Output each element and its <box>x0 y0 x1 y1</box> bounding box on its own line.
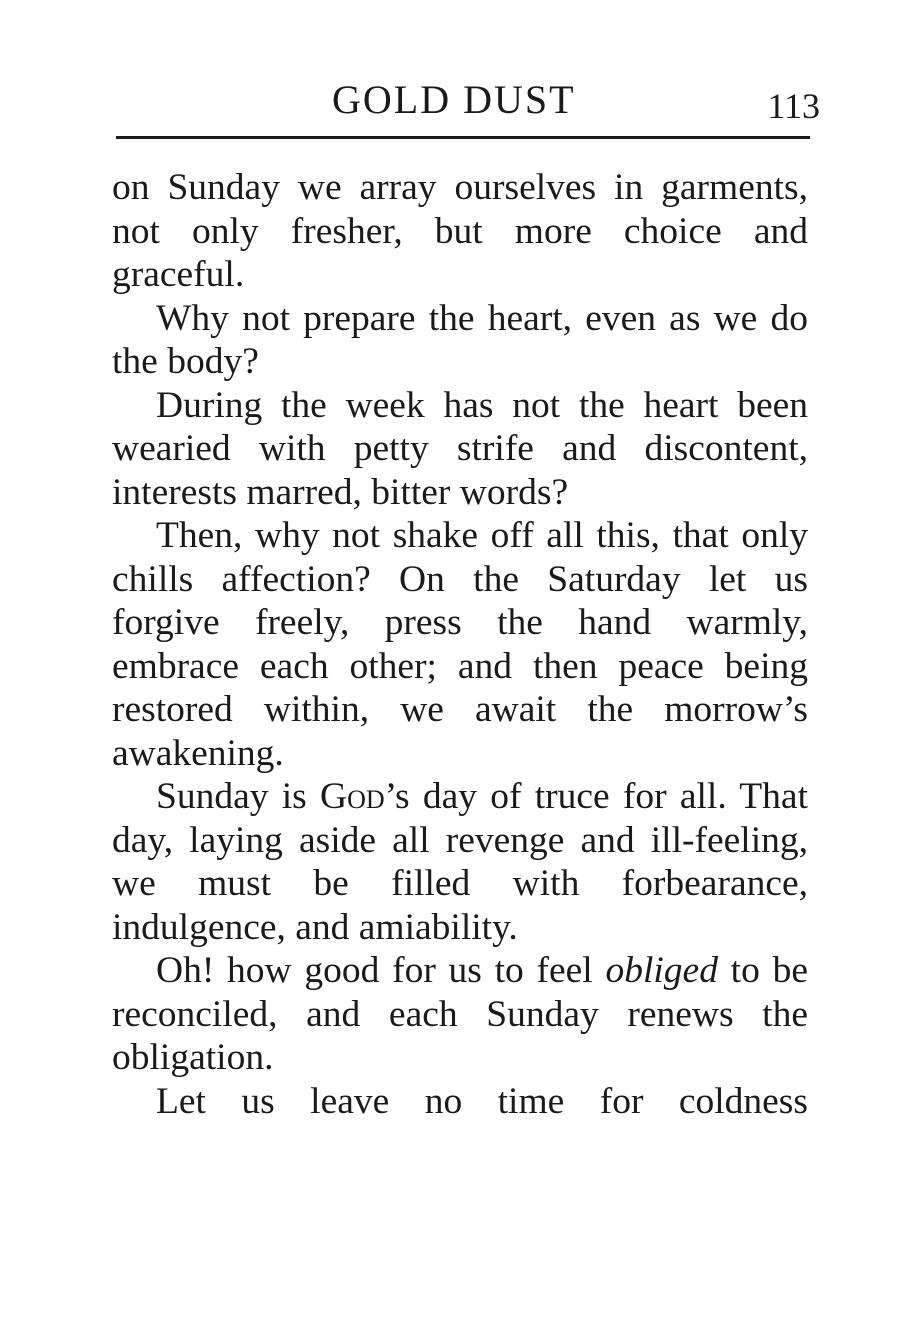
running-title: GOLD DUST <box>332 77 576 122</box>
header-rule <box>116 136 810 139</box>
paragraph-5 <box>112 775 808 949</box>
paragraph-6-start: Oh! how good for us to feel <box>156 950 606 991</box>
paragraph-6-end: to be reconciled, and each Sunday renews the obligation. <box>112 950 808 1078</box>
paragraph-6-italic: obliged <box>605 950 718 991</box>
paragraph-4: Then, why not shake off all this, that only chills affection? On the Saturday let us forgive freely, press the hand warmly, embrace each other; and then peace being restored within, we await the morrow’s awakening. <box>112 515 808 774</box>
paragraph-5-end: ’s day of truce for all. That day, laying aside all revenge and ill-feeling, we must be filled with forbearance, indulgence, and amiability. <box>112 776 808 948</box>
paragraph-7: Let us leave no time for coldness <box>156 1080 808 1122</box>
paragraph-5-start: Sunday is <box>156 776 320 817</box>
paragraph-3: During the week has not the heart been wearied with petty strife and discontent, interests marred, bitter words? <box>112 384 808 513</box>
paragraph-1: on Sunday we array ourselves in garments, not only fresher, but more choice and graceful. <box>112 167 808 295</box>
page-number: 113 <box>767 86 820 126</box>
body-text <box>112 166 808 1123</box>
paragraph-5-smallcaps: God <box>319 776 385 817</box>
paragraph-6 <box>112 949 808 1080</box>
page-header <box>108 72 820 132</box>
paragraph-2: Why not prepare the heart, even as we do the body? <box>112 297 808 382</box>
